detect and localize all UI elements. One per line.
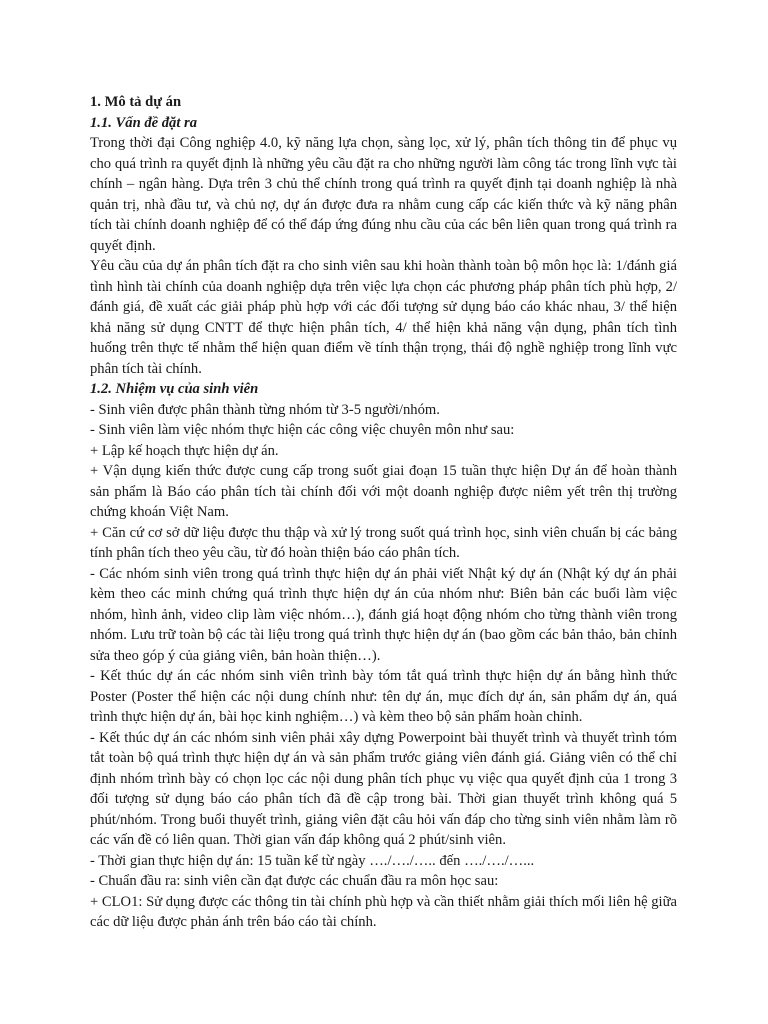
subsection-heading-1-1: 1.1. Vấn đề đặt ra [90,114,198,131]
list-item-plan: + Lập kế hoạch thực hiện dự án. [90,442,279,459]
document-page [90,92,677,933]
list-item-group-work: - Sinh viên làm việc nhóm thực hiện các công việc chuyên môn như sau: [90,422,515,438]
list-item-database: + Căn cứ cơ sở dữ liệu được thu thập và xử lý trong suốt quá trình học, sinh viên chuẩn bị các bảng tính phân tích theo yêu cầu, từ đó hoàn thiện báo cáo phân tích. [90,524,677,561]
subsection-heading-1-2: 1.2. Nhiệm vụ của sinh viên [90,381,259,397]
list-item-poster: - Kết thúc dự án các nhóm sinh viên trình bày tóm tắt quá trình thực hiện dự án bằng hình thức Poster (Poster thể hiện các nội dung chính như: tên dự án, mục đích dự án, sản phẩm dự án, quá trình thực hiện dự án, bài học kinh nghiệm…) và kèm theo bộ sản phẩm hoàn chỉnh. [90,668,677,725]
list-item-presentation: - Kết thúc dự án các nhóm sinh viên phải xây dựng Powerpoint bài thuyết trình và thuyết trình tóm tắt toàn bộ quá trình thực hiện dự án và sản phẩm trước giảng viên đánh giá. Giảng viên có thể chỉ định nhóm trình bày có chọn lọc các nội dung phân tích phục vụ việc qua quyết định của 1 trong 3 đối tượng sử dụng báo cáo phân tích đã đề cập trong bài. Thời gian thuyết trình không quá 5 phút/nhóm. Trong buổi thuyết trình, giảng viên đặt câu hỏi vấn đáp cho từng sinh viên nhằm làm rõ các vấn đề có liên quan. Thời gian vấn đáp không quá 2 phút/sinh viên. [90,729,677,848]
list-item-apply-knowledge: + Vận dụng kiến thức được cung cấp trong suốt giai đoạn 15 tuần thực hiện Dự án để hoàn thành sản phẩm là Báo cáo phân tích tài chính đối với một doanh nghiệp được niêm yết trên thị trường chứng khoán Việt Nam. [90,463,677,520]
paragraph-context: Trong thời đại Công nghiệp 4.0, kỹ năng lựa chọn, sàng lọc, xử lý, phân tích thông tin để phục vụ cho quá trình ra quyết định là những yêu cầu đặt ra cho những người làm công tác trong lĩnh vực tài chính – ngân hàng. Dựa trên 3 chủ thể chính trong quá trình ra quyết định tại doanh nghiệp là nhà quản trị, nhà đầu tư, và chủ nợ, dự án được đưa ra nhằm cung cấp các kiến thức và kỹ năng phân tích tài chính doanh nghiệp để có thể đáp ứng đúng nhu cầu của các bên liên quan trong quá trình ra quyết định. [90,135,677,254]
list-item-group-size: - Sinh viên được phân thành từng nhóm từ 3-5 người/nhóm. [90,401,440,418]
list-item-learning-outcomes: - Chuẩn đầu ra: sinh viên cần đạt được các chuẩn đầu ra môn học sau: [90,873,499,889]
list-item-clo1: + CLO1: Sử dụng được các thông tin tài chính phù hợp và cần thiết nhằm giải thích mối liên hệ giữa các dữ liệu được phản ánh trên báo cáo tài chính. [90,893,677,930]
list-item-duration: - Thời gian thực hiện dự án: 15 tuần kể từ ngày …./…./….. đến …./…./…... [90,852,535,869]
section-heading-1: 1. Mô tả dự án [90,94,182,110]
paragraph-requirements: Yêu cầu của dự án phân tích đặt ra cho sinh viên sau khi hoàn thành toàn bộ môn học là: 1/đánh giá tình hình tài chính của doanh nghiệp dựa trên việc lựa chọn các phương pháp phân tích phù hợp, 2/ đánh giá, đề xuất các giải pháp phù hợp với các đối tượng sử dụng báo cáo khác nhau, 3/ thể hiện khả năng sử dụng CNTT để thực hiện phân tích, 4/ thể hiện khả năng vận dụng, phân tích tình huống trên thực tế nhằm thể hiện quan điểm về tính thận trọng, thái độ nghề nghiệp trong lĩnh vực phân tích tài chính. [90,258,677,377]
list-item-project-log: - Các nhóm sinh viên trong quá trình thực hiện dự án phải viết Nhật ký dự án (Nhật ký dự án phải kèm theo các minh chứng quá trình thực hiện dự án của nhóm như: Biên bản các buổi làm việc nhóm, hình ảnh, video clip làm việc nhóm…), đánh giá hoạt động nhóm cho từng thành viên trong nhóm. Lưu trữ toàn bộ các tài liệu trong quá trình thực hiện dự án (bao gồm các bản thảo, bản chỉnh sửa theo góp ý của giảng viên, bản hoàn thiện…). [90,565,677,664]
